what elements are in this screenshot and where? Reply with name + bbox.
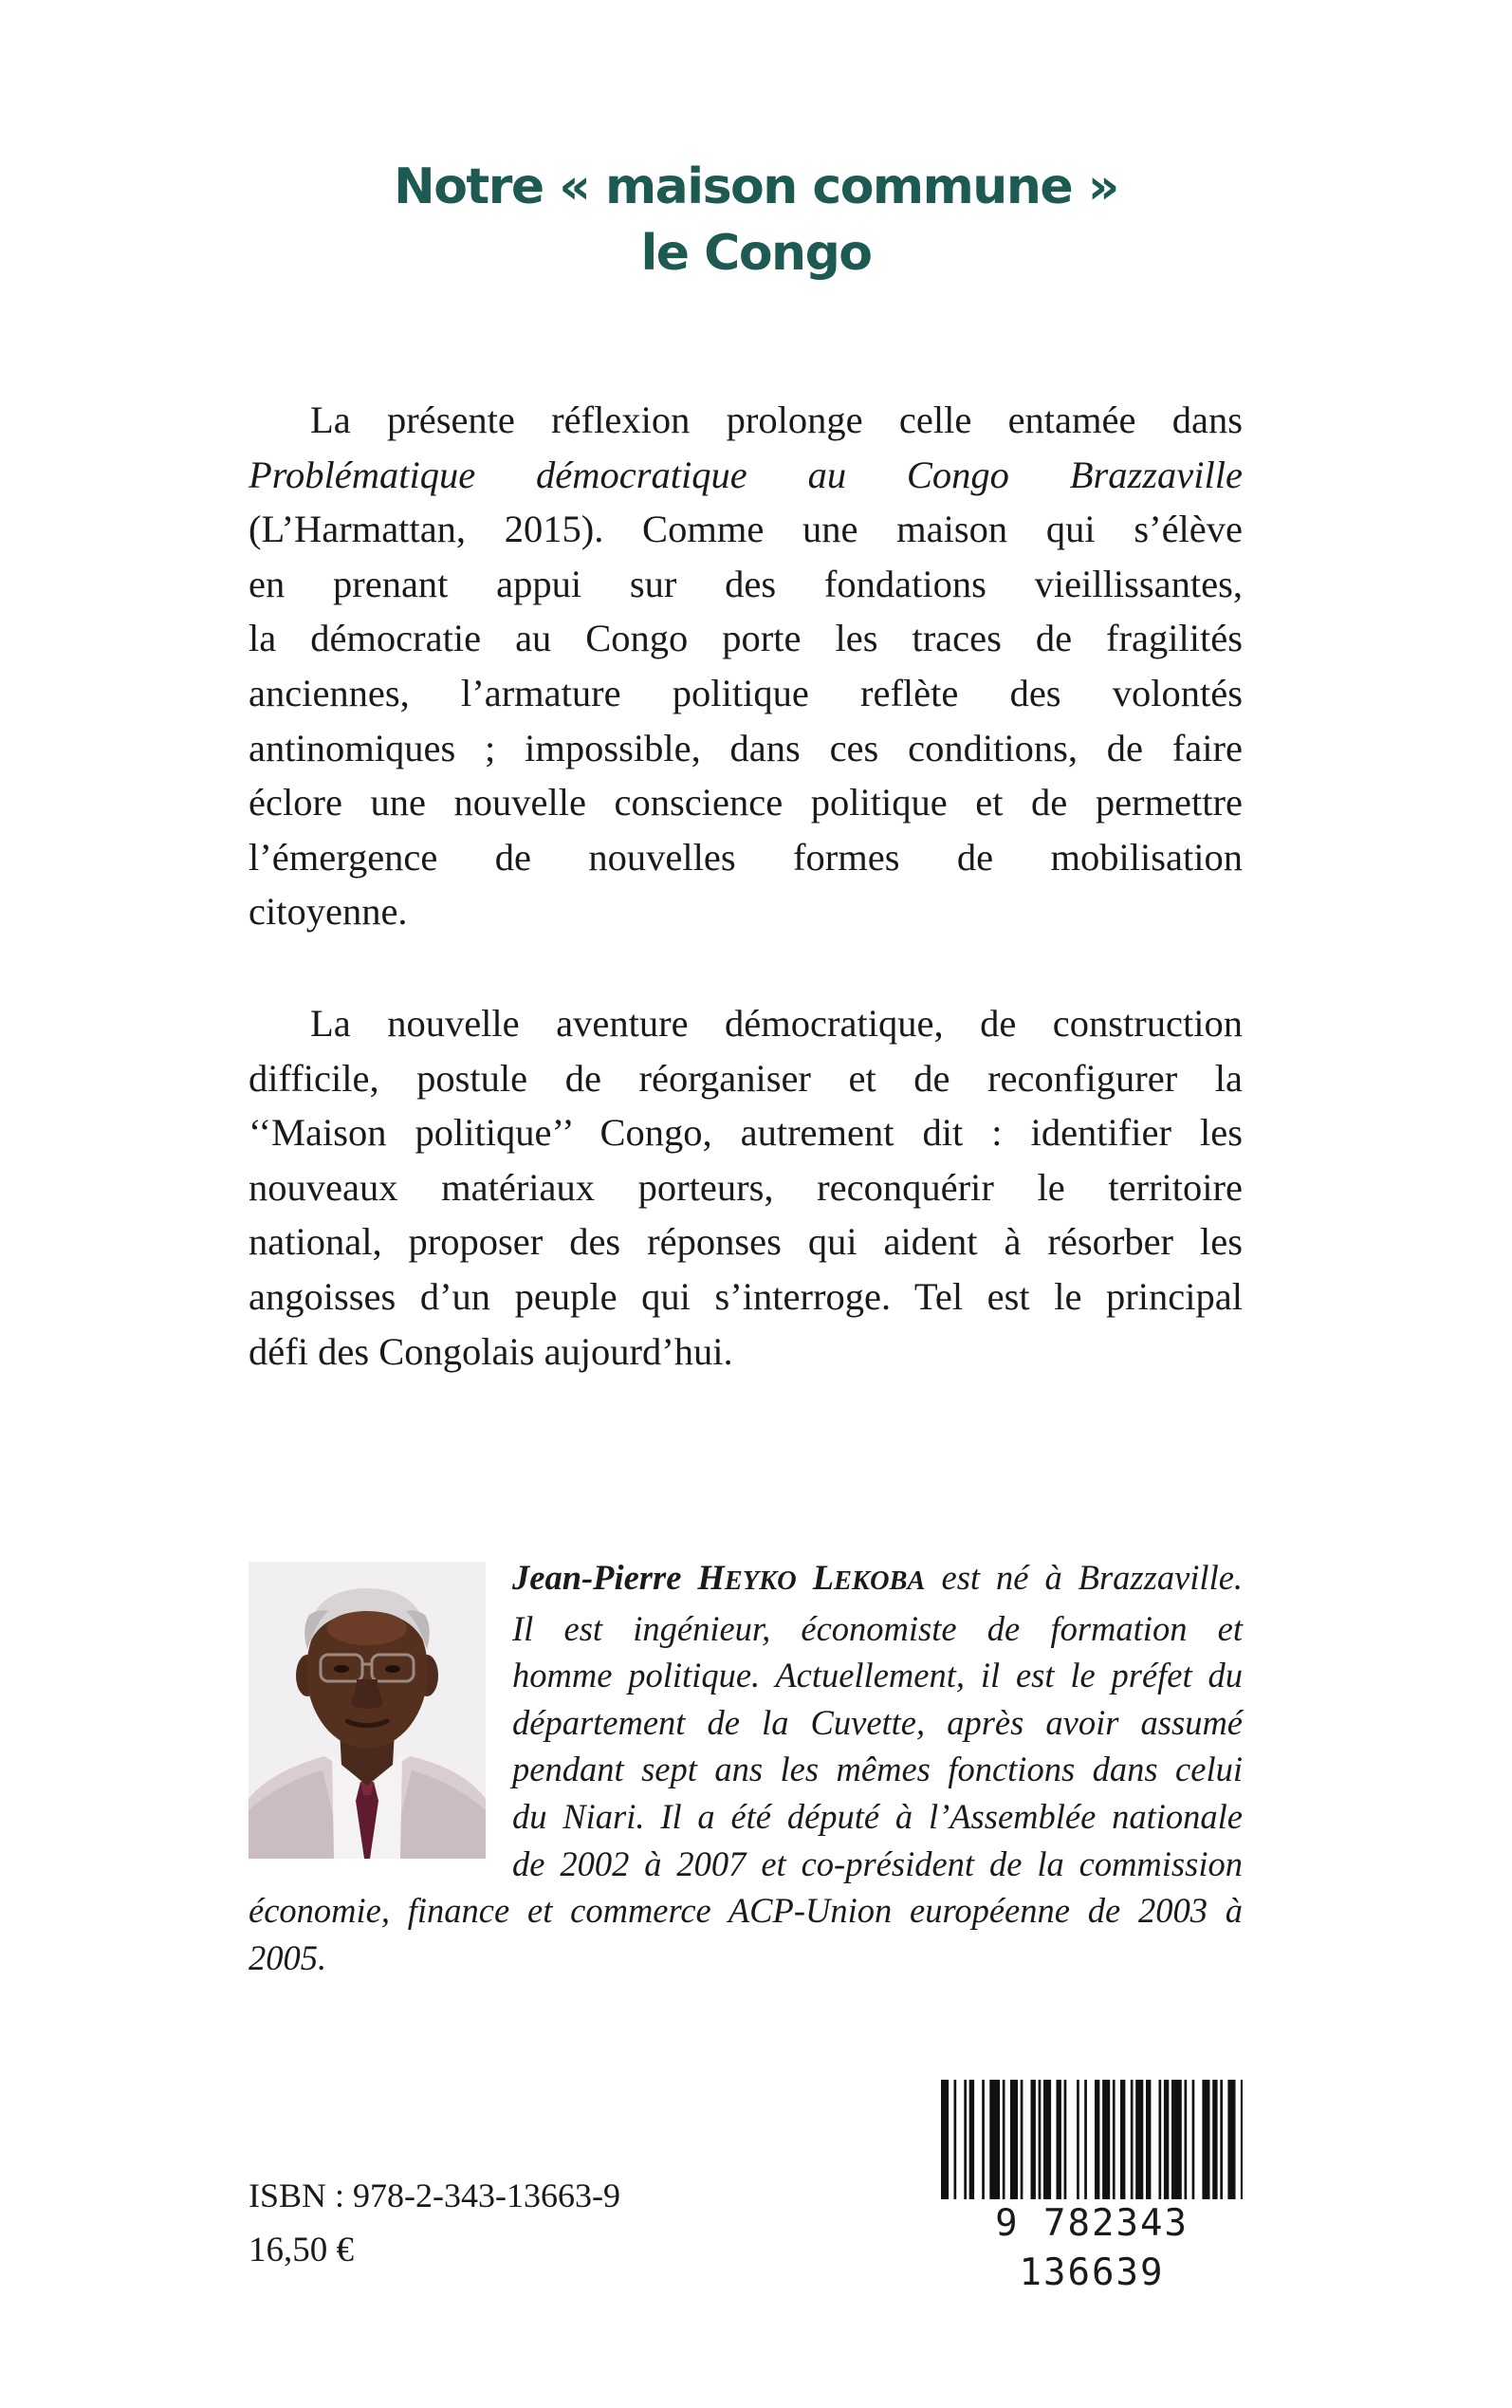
- bio-line: pendant sept ans les mêmes fonctions dans celui: [512, 1750, 1243, 1789]
- barcode-bar: [1031, 2080, 1036, 2213]
- barcode-bar: [1102, 2080, 1110, 2213]
- barcode-bar: [964, 2080, 967, 2213]
- title-line-2: le Congo: [640, 225, 872, 282]
- text-line: ‘‘Maison politique’’ Congo, autrement dit : identifier les: [249, 1111, 1243, 1155]
- text-line: difficile, postule de réorganiser et de reconfigurer la: [249, 1056, 1243, 1100]
- author-last-name-2-rest: EKOBA: [834, 1566, 926, 1596]
- bio-line: département de la Cuvette, après avoir assumé: [512, 1702, 1243, 1742]
- barcode-bar: [1043, 2080, 1051, 2213]
- barcode-bar: [1220, 2080, 1223, 2213]
- barcode-bar: [989, 2080, 1000, 2213]
- author-last-name-2-initial: L: [812, 1558, 835, 1597]
- text-line: La présente réflexion prolonge celle entamée dans: [310, 398, 1243, 441]
- author-last-name-1-rest: EYKO: [724, 1566, 797, 1596]
- barcode-bar: [982, 2080, 985, 2213]
- isbn: ISBN : 978-2-343-13663-9: [249, 2176, 620, 2214]
- barcode-bar: [1064, 2080, 1067, 2213]
- barcode-bar: [969, 2080, 974, 2213]
- barcode-bar: [1212, 2080, 1217, 2213]
- bio-line: homme politique. Actuellement, il est le préfet du: [512, 1656, 1243, 1695]
- barcode-bar: [1192, 2080, 1195, 2213]
- text-line: angoisses d’un peuple qui s’interroge. Tel est le principal: [249, 1274, 1243, 1318]
- text-line: antinomiques ; impossible, dans ces conditions, de faire: [249, 726, 1243, 769]
- text-line: nouveaux matériaux porteurs, reconquérir le territoire: [249, 1165, 1243, 1209]
- text-line: la démocratie au Congo porte les traces de fragilités: [249, 617, 1243, 660]
- text-line: l’émergence de nouvelles formes de mobilisation: [249, 835, 1243, 879]
- barcode-bar: [1113, 2080, 1116, 2213]
- bio-line: de 2002 à 2007 et co-président de la commission: [512, 1843, 1243, 1883]
- text-line: anciennes, l’armature politique reflète des volontés: [249, 671, 1243, 714]
- barcode-bar: [1003, 2080, 1005, 2213]
- barcode-bar: [1095, 2080, 1099, 2213]
- book-reference: Problématique démocratique au Congo Brazzaville: [249, 453, 1243, 496]
- barcode-bar: [954, 2080, 957, 2213]
- barcode-bar: [1227, 2080, 1235, 2213]
- barcode-bar: [1057, 2080, 1061, 2213]
- barcode-bar: [1021, 2080, 1023, 2213]
- blurb-paragraph-1: [249, 393, 1243, 939]
- text-line: La nouvelle aventure démocratique, de construction: [310, 1002, 1243, 1045]
- title-line-1: Notre « maison commune »: [394, 158, 1118, 215]
- price: 16,50 €: [249, 2231, 354, 2269]
- barcode-bar: [1010, 2080, 1018, 2213]
- barcode-bar: [1039, 2080, 1042, 2213]
- barcode-bar: [1146, 2080, 1151, 2213]
- barcode-bar: [1164, 2080, 1169, 2213]
- book-title: [0, 154, 1512, 287]
- barcode-bar: [1159, 2080, 1162, 2213]
- author-bio: [249, 1554, 1243, 1981]
- bio-line: Il est ingénieur, économiste de formation et: [512, 1608, 1243, 1648]
- text-line: éclore une nouvelle conscience politique et de permettre: [249, 781, 1243, 824]
- bio-text: est né à Brazzaville.: [941, 1558, 1244, 1597]
- text-line: citoyenne.: [249, 890, 408, 934]
- barcode-bar: [1185, 2080, 1188, 2213]
- text-line: [249, 448, 1243, 503]
- barcode-bar: [1131, 2080, 1134, 2213]
- bio-line: économie, finance et commerce ACP-Union européenne de 2003 à: [249, 1891, 1243, 1931]
- barcode-digits: 9 782343 136639: [939, 2199, 1245, 2298]
- barcode-bar: [1120, 2080, 1125, 2213]
- barcode-bar: [1171, 2080, 1182, 2213]
- barcode-bar: [941, 2080, 949, 2213]
- author-last-name-1-initial: H: [697, 1558, 725, 1597]
- text-line: en prenant appui sur des fondations vieillissantes,: [249, 562, 1243, 605]
- text-line: (L’Harmattan, 2015). Comme une maison qui s’élève: [249, 508, 1243, 551]
- author-first-name: Jean-Pierre: [512, 1558, 682, 1597]
- text-line: défi des Congolais aujourd’hui.: [249, 1329, 733, 1373]
- barcode-bar: [1135, 2080, 1143, 2213]
- text-line: national, proposer des réponses qui aident à résorber les: [249, 1220, 1243, 1264]
- author-photo: [249, 1562, 486, 1859]
- barcode-bar: [1241, 2080, 1243, 2213]
- blurb-paragraph-2: [249, 996, 1243, 1379]
- bio-line: du Niari. Il a été député à l’Assemblée nationale: [512, 1796, 1243, 1836]
- barcode-bar: [1202, 2080, 1209, 2213]
- author-portrait-icon: [249, 1562, 486, 1859]
- barcode-bar: [1077, 2080, 1079, 2213]
- author-name: [512, 1558, 926, 1597]
- bio-line: 2005.: [249, 1937, 327, 1977]
- barcode-bar: [1084, 2080, 1087, 2213]
